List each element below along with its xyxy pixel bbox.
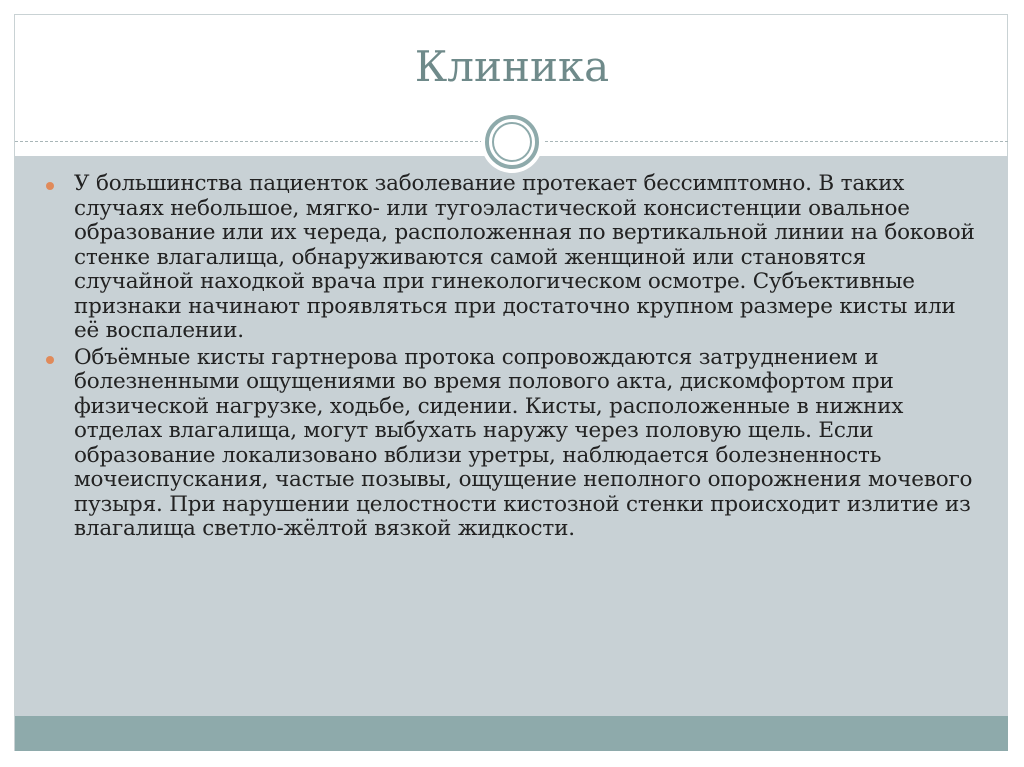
bullet-text: У большинства пациенток заболевание протекает бессимптомно. В таких случаях небольшое, мягко- или тугоэластической консистенции овальное образование или их череда, расположенная по вертикальной линии на боковой стенке влагалища, обнаруживаются самой женщиной или становятся случайной находкой врача при гинекологическом осмотре. Субъективные признаки начинают проявляться при достаточно крупном размере кисты или её воспалении. bbox=[74, 171, 975, 343]
circle-ornament-inner-ring bbox=[492, 122, 532, 162]
slide-title: Клиника bbox=[414, 42, 610, 91]
bullet-item bbox=[46, 172, 986, 344]
bullet-dot-icon bbox=[46, 356, 54, 364]
bullet-list bbox=[46, 172, 986, 544]
bullet-dot-icon bbox=[46, 182, 54, 190]
bullet-item bbox=[46, 346, 986, 542]
bottom-band bbox=[15, 716, 1008, 751]
bullet-text: Объёмные кисты гартнерова протока сопровождаются затруднением и болезненными ощущениями во время полового акта, дискомфортом при физической нагрузке, ходьбе, сидении. Кисты, расположенные в нижних отделах влагалища, могут выбухать наружу через половую щель. Если образование локализовано вблизи уретры, наблюдается болезненность мочеиспускания, частые позывы, ощущение неполного опорожнения мочевого пузыря. При нарушении целостности кистозной стенки происходит излитие из влагалища светло-жёлтой вязкой жидкости. bbox=[74, 344, 973, 541]
